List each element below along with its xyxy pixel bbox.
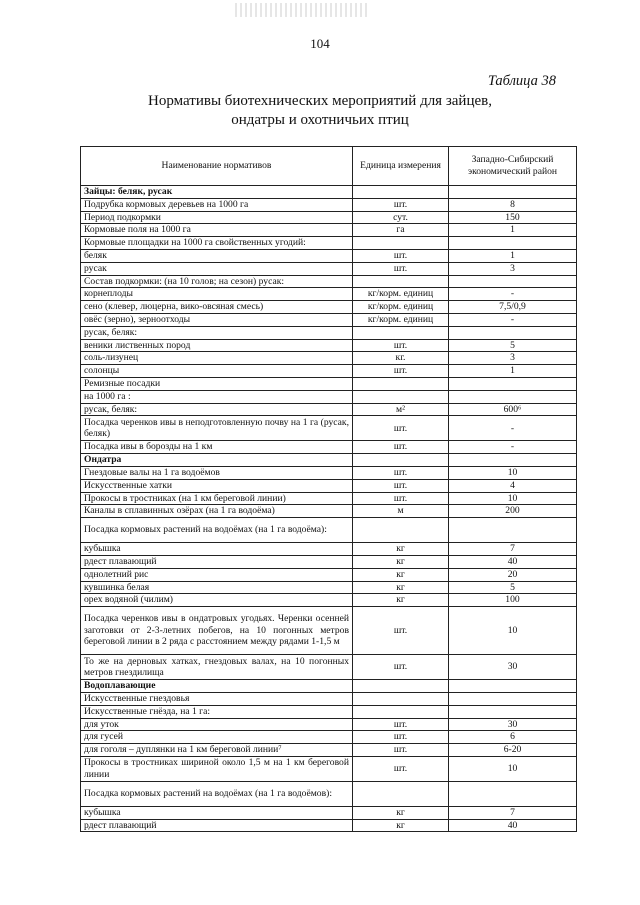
table-row <box>81 262 577 275</box>
table-row <box>81 756 577 781</box>
row-value <box>449 326 577 339</box>
row-unit <box>353 237 449 250</box>
header-name: Наименование нормативов <box>81 147 353 186</box>
row-value: 10 <box>449 466 577 479</box>
row-unit: кг/корм. единиц <box>353 313 449 326</box>
row-name: Искусственные хатки <box>81 479 353 492</box>
row-name: однолетний рис <box>81 568 353 581</box>
header-unit: Единица измерения <box>353 147 449 186</box>
row-unit: шт. <box>353 607 449 655</box>
row-value: 30 <box>449 718 577 731</box>
row-name: рдест плавающий <box>81 555 353 568</box>
row-name: кувшинка белая <box>81 581 353 594</box>
row-unit: м² <box>353 403 449 416</box>
row-value: 1 <box>449 365 577 378</box>
row-name: орех водяной (чилим) <box>81 594 353 607</box>
table-header-row <box>81 147 577 186</box>
row-unit: кг. <box>353 352 449 365</box>
row-unit <box>353 680 449 693</box>
row-value: 20 <box>449 568 577 581</box>
table-row <box>81 692 577 705</box>
row-name: Посадка кормовых растений на водоёмах (на 1 га водоёмов): <box>81 781 353 806</box>
row-name: овёс (зерно), зерноотходы <box>81 313 353 326</box>
row-value <box>449 275 577 288</box>
table-row <box>81 339 577 352</box>
table-row <box>81 237 577 250</box>
row-value <box>449 705 577 718</box>
table-row <box>81 744 577 757</box>
row-name: Прокосы в тростниках шириной около 1,5 м на 1 км береговой линии <box>81 756 353 781</box>
table-row <box>81 705 577 718</box>
table-row <box>81 781 577 806</box>
row-unit: га <box>353 224 449 237</box>
table-row <box>81 581 577 594</box>
table-row <box>81 288 577 301</box>
row-name: Посадка черенков ивы в неподготовленную почву на 1 га (русак, беляк) <box>81 416 353 441</box>
row-name: Подрубка кормовых деревьев на 1000 га <box>81 198 353 211</box>
section-row <box>81 680 577 693</box>
row-name: беляк <box>81 249 353 262</box>
table-row <box>81 505 577 518</box>
row-value: 5 <box>449 581 577 594</box>
row-name: для гоголя – дуплянки на 1 км береговой линии⁷ <box>81 744 353 757</box>
row-name: русак, беляк: <box>81 403 353 416</box>
row-value: - <box>449 416 577 441</box>
table-row <box>81 731 577 744</box>
row-value: 3 <box>449 262 577 275</box>
row-value: 6-20 <box>449 744 577 757</box>
table-row <box>81 655 577 680</box>
row-value <box>449 186 577 199</box>
row-value: 7 <box>449 543 577 556</box>
table-row <box>81 568 577 581</box>
row-unit <box>353 454 449 467</box>
section-row <box>81 454 577 467</box>
row-name: рдест плавающий <box>81 819 353 832</box>
table-row <box>81 326 577 339</box>
row-unit: шт. <box>353 492 449 505</box>
table-row <box>81 313 577 326</box>
table-row <box>81 718 577 731</box>
row-unit: шт. <box>353 262 449 275</box>
row-value <box>449 377 577 390</box>
norms-table <box>80 146 577 832</box>
row-name: Водоплавающие <box>81 680 353 693</box>
row-name: корнеплоды <box>81 288 353 301</box>
table-row <box>81 275 577 288</box>
table-row <box>81 377 577 390</box>
table-row <box>81 403 577 416</box>
row-value: 40 <box>449 819 577 832</box>
table-row <box>81 543 577 556</box>
row-unit <box>353 692 449 705</box>
row-name: кубышка <box>81 806 353 819</box>
section-row <box>81 186 577 199</box>
row-value: 10 <box>449 492 577 505</box>
row-unit <box>353 326 449 339</box>
row-unit <box>353 781 449 806</box>
row-value: 7 <box>449 806 577 819</box>
row-name: Ондатра <box>81 454 353 467</box>
row-name: Ремизные посадки <box>81 377 353 390</box>
row-name: То же на дерновых хатках, гнездовых валах, на 10 погонных метров гнездилища <box>81 655 353 680</box>
row-unit: кг <box>353 555 449 568</box>
row-name: Каналы в сплавинных озёрах (на 1 га водоёма) <box>81 505 353 518</box>
row-value: 40 <box>449 555 577 568</box>
row-value: 4 <box>449 479 577 492</box>
row-unit: кг <box>353 806 449 819</box>
row-name: Кормовые поля на 1000 га <box>81 224 353 237</box>
row-unit: шт. <box>353 744 449 757</box>
row-value: 1 <box>449 249 577 262</box>
row-unit: шт. <box>353 416 449 441</box>
row-unit: кг <box>353 581 449 594</box>
row-value: 600⁶ <box>449 403 577 416</box>
row-name: Состав подкормки: (на 10 голов; на сезон) русак: <box>81 275 353 288</box>
row-unit: шт. <box>353 198 449 211</box>
row-name: соль-лизунец <box>81 352 353 365</box>
row-name: Посадка черенков ивы в ондатровых угодьях. Черенки осенней заготовки от 2-3-летних побегов, на 10 погонных метров береговой линии в 2 ряда с расстоянием между рядами 1-1,5 м <box>81 607 353 655</box>
table-row <box>81 416 577 441</box>
row-unit: шт. <box>353 731 449 744</box>
row-unit <box>353 377 449 390</box>
row-name: для гусей <box>81 731 353 744</box>
page-title <box>0 92 640 130</box>
table-row <box>81 441 577 454</box>
row-unit: шт. <box>353 756 449 781</box>
row-unit: шт. <box>353 441 449 454</box>
row-unit: кг <box>353 568 449 581</box>
row-unit: кг/корм. единиц <box>353 301 449 314</box>
row-name: Зайцы: беляк, русак <box>81 186 353 199</box>
row-value: 100 <box>449 594 577 607</box>
table-row <box>81 479 577 492</box>
row-name: русак, беляк: <box>81 326 353 339</box>
row-name: Посадка ивы в борозды на 1 км <box>81 441 353 454</box>
row-value <box>449 518 577 543</box>
row-name: русак <box>81 262 353 275</box>
row-unit <box>353 518 449 543</box>
table-row <box>81 518 577 543</box>
table-row <box>81 492 577 505</box>
table-row <box>81 594 577 607</box>
table-row <box>81 806 577 819</box>
table-row <box>81 301 577 314</box>
row-value <box>449 781 577 806</box>
table-row <box>81 198 577 211</box>
row-unit <box>353 186 449 199</box>
header-region: Западно-Сибирский экономический район <box>449 147 577 186</box>
table-row <box>81 365 577 378</box>
row-unit <box>353 275 449 288</box>
row-unit: кг/корм. единиц <box>353 288 449 301</box>
row-unit: кг <box>353 543 449 556</box>
table-label: Таблица 38 <box>487 73 556 89</box>
row-value: 200 <box>449 505 577 518</box>
row-value <box>449 454 577 467</box>
table-row <box>81 249 577 262</box>
row-value: 6 <box>449 731 577 744</box>
row-unit: шт. <box>353 655 449 680</box>
table-body <box>81 186 577 832</box>
scan-artifact <box>235 3 370 17</box>
row-value: 5 <box>449 339 577 352</box>
row-value <box>449 237 577 250</box>
row-name: кубышка <box>81 543 353 556</box>
row-name: Прокосы в тростниках (на 1 км береговой линии) <box>81 492 353 505</box>
row-unit: шт. <box>353 249 449 262</box>
row-unit: шт. <box>353 466 449 479</box>
row-unit: шт. <box>353 339 449 352</box>
row-name: для уток <box>81 718 353 731</box>
row-value: 150 <box>449 211 577 224</box>
row-unit: кг <box>353 819 449 832</box>
row-value <box>449 680 577 693</box>
table-row <box>81 352 577 365</box>
row-name: Кормовые площадки на 1000 га свойственных угодий: <box>81 237 353 250</box>
row-name: Период подкормки <box>81 211 353 224</box>
row-value: 8 <box>449 198 577 211</box>
row-name: Гнездовые валы на 1 га водоёмов <box>81 466 353 479</box>
row-name: сено (клевер, люцерна, вико-овсяная смесь) <box>81 301 353 314</box>
row-unit: сут. <box>353 211 449 224</box>
row-value: - <box>449 313 577 326</box>
table-row <box>81 607 577 655</box>
row-name: веники лиственных пород <box>81 339 353 352</box>
table-row <box>81 466 577 479</box>
title-line-2: ондатры и охотничьих птиц <box>231 112 409 128</box>
row-name: Искусственные гнездовья <box>81 692 353 705</box>
row-value: 1 <box>449 224 577 237</box>
table-row <box>81 224 577 237</box>
row-value: 30 <box>449 655 577 680</box>
page-number: 104 <box>310 36 330 51</box>
row-value: 7,5/0,9 <box>449 301 577 314</box>
row-value <box>449 390 577 403</box>
row-value <box>449 692 577 705</box>
row-value: 3 <box>449 352 577 365</box>
row-unit: шт. <box>353 718 449 731</box>
row-unit <box>353 705 449 718</box>
table-row <box>81 211 577 224</box>
title-line-1: Нормативы биотехнических мероприятий для зайцев, <box>148 93 492 109</box>
row-unit: шт. <box>353 365 449 378</box>
row-unit: шт. <box>353 479 449 492</box>
row-value: 10 <box>449 756 577 781</box>
row-name: на 1000 га : <box>81 390 353 403</box>
row-name: Посадка кормовых растений на водоёмах (на 1 га водоёма): <box>81 518 353 543</box>
row-name: Искусственные гнёзда, на 1 га: <box>81 705 353 718</box>
table-row <box>81 819 577 832</box>
row-unit <box>353 390 449 403</box>
row-name: солонцы <box>81 365 353 378</box>
row-value: - <box>449 288 577 301</box>
table-row <box>81 390 577 403</box>
row-value: 10 <box>449 607 577 655</box>
row-unit: кг <box>353 594 449 607</box>
row-unit: м <box>353 505 449 518</box>
table-row <box>81 555 577 568</box>
row-value: - <box>449 441 577 454</box>
